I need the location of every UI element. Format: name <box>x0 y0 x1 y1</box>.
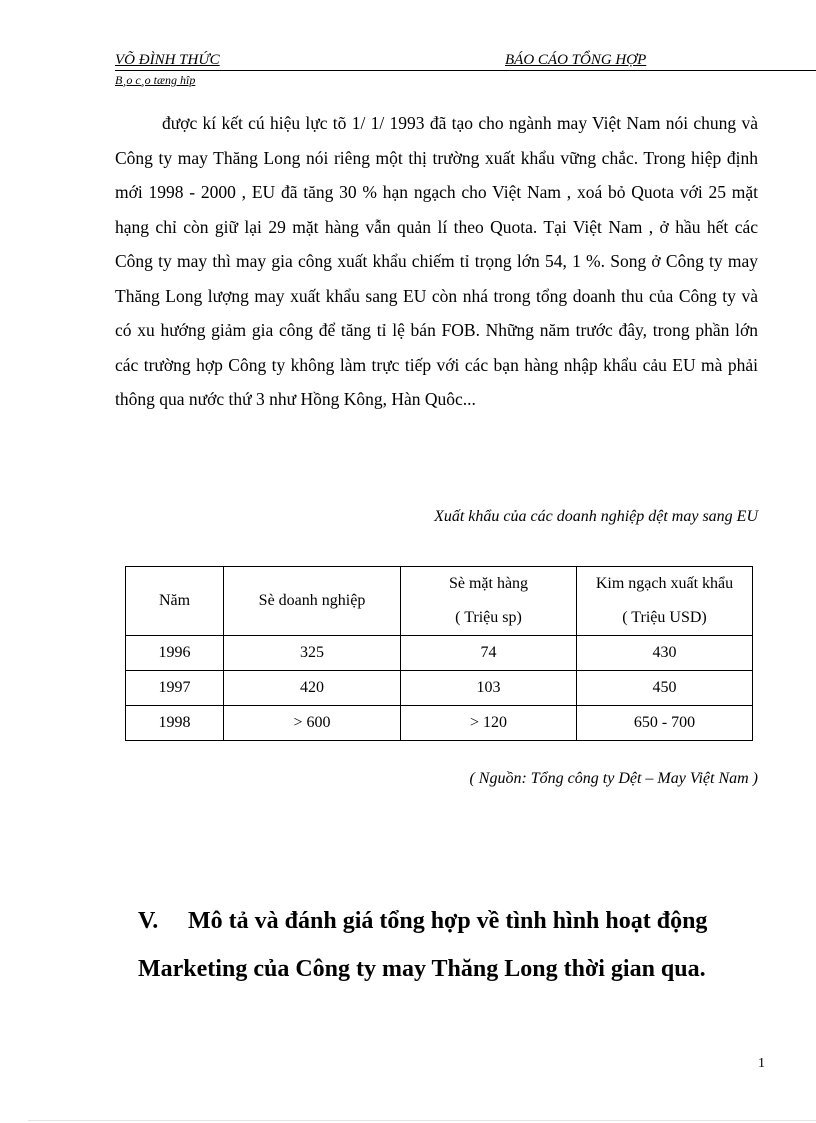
cell-enterprises: > 600 <box>224 706 401 741</box>
table-row <box>126 636 753 671</box>
cell-year: 1998 <box>126 706 224 741</box>
page-header <box>115 52 816 71</box>
cell-year: 1997 <box>126 671 224 706</box>
cell-enterprises: 325 <box>224 636 401 671</box>
cell-turnover: 430 <box>577 636 753 671</box>
header-year: Năm <box>126 567 224 636</box>
page-bottom-divider <box>28 1120 816 1121</box>
cell-enterprises: 420 <box>224 671 401 706</box>
cell-year: 1996 <box>126 636 224 671</box>
cell-turnover: 650 - 700 <box>577 706 753 741</box>
table-header-row <box>126 567 753 636</box>
header-subtitle: B¸o c¸o tæng hîp <box>115 73 196 87</box>
page-number: 1 <box>758 1056 765 1071</box>
header-turnover-line2: ( Triệu USD) <box>622 609 707 626</box>
export-table <box>125 566 753 741</box>
cell-products: 103 <box>401 671 577 706</box>
header-turnover-line1: Kim ngạch xuất khẩu <box>595 575 734 592</box>
table-caption: Xuất khẩu của các doanh nghiệp dệt may sang EU <box>434 508 758 525</box>
body-text <box>115 106 758 417</box>
body-paragraph: được kí kết cú hiệu lực tõ 1/ 1/ 1993 đã tạo cho ngành may Việt Nam nói chung và Công ty may Thăng Long nói riêng một thị trường xuất khẩu vững chắc. Trong hiệp định mới 1998 - 2000 , EU đã tăng 30 % hạn ngạch cho Việt Nam , xoá bỏ Quota với 25 mặt hạng chỉ còn giữ lại 29 mặt hàng vẫn quản lí theo Quota. Tại Việt Nam , ở hầu hết các Công ty may thì may gia công xuất khẩu chiếm tỉ trọng lớn 54, 1 %. Song ở Công ty may Thăng Long lượng may xuất khẩu sang EU còn nhá trong tổng doanh thu của Công ty và có xu hướng giảm gia công để tăng tỉ lệ bán FOB. Những năm trước đây, trong phần lớn các trường hợp Công ty không làm trực tiếp với các bạn hàng nhập khẩu cảu EU mà phải thông qua nước thứ 3 như Hồng Kông, Hàn Quôc... <box>115 113 758 409</box>
header-turnover <box>577 567 753 636</box>
cell-products: 74 <box>401 636 577 671</box>
section-heading <box>138 897 778 993</box>
section-title: Mô tả và đánh giá tổng hợp về tình hình hoạt động Marketing của Công ty may Thăng Long thời gian qua. <box>138 908 708 982</box>
table-source: ( Nguồn: Tổng công ty Dệt – May Việt Nam ) <box>469 770 758 787</box>
section-number: V. <box>138 908 159 934</box>
header-products <box>401 567 577 636</box>
cell-turnover: 450 <box>577 671 753 706</box>
cell-products: > 120 <box>401 706 577 741</box>
table-row <box>126 706 753 741</box>
header-enterprises: Sè doanh nghiệp <box>224 567 401 636</box>
header-products-line2: ( Triệu sp) <box>455 609 522 626</box>
report-title: BÁO CÁO TỔNG HỢP <box>505 52 647 68</box>
author-name: VÕ ĐÌNH THỨC <box>115 52 220 68</box>
header-products-line1: Sè mặt hàng <box>448 575 529 592</box>
table-row <box>126 671 753 706</box>
